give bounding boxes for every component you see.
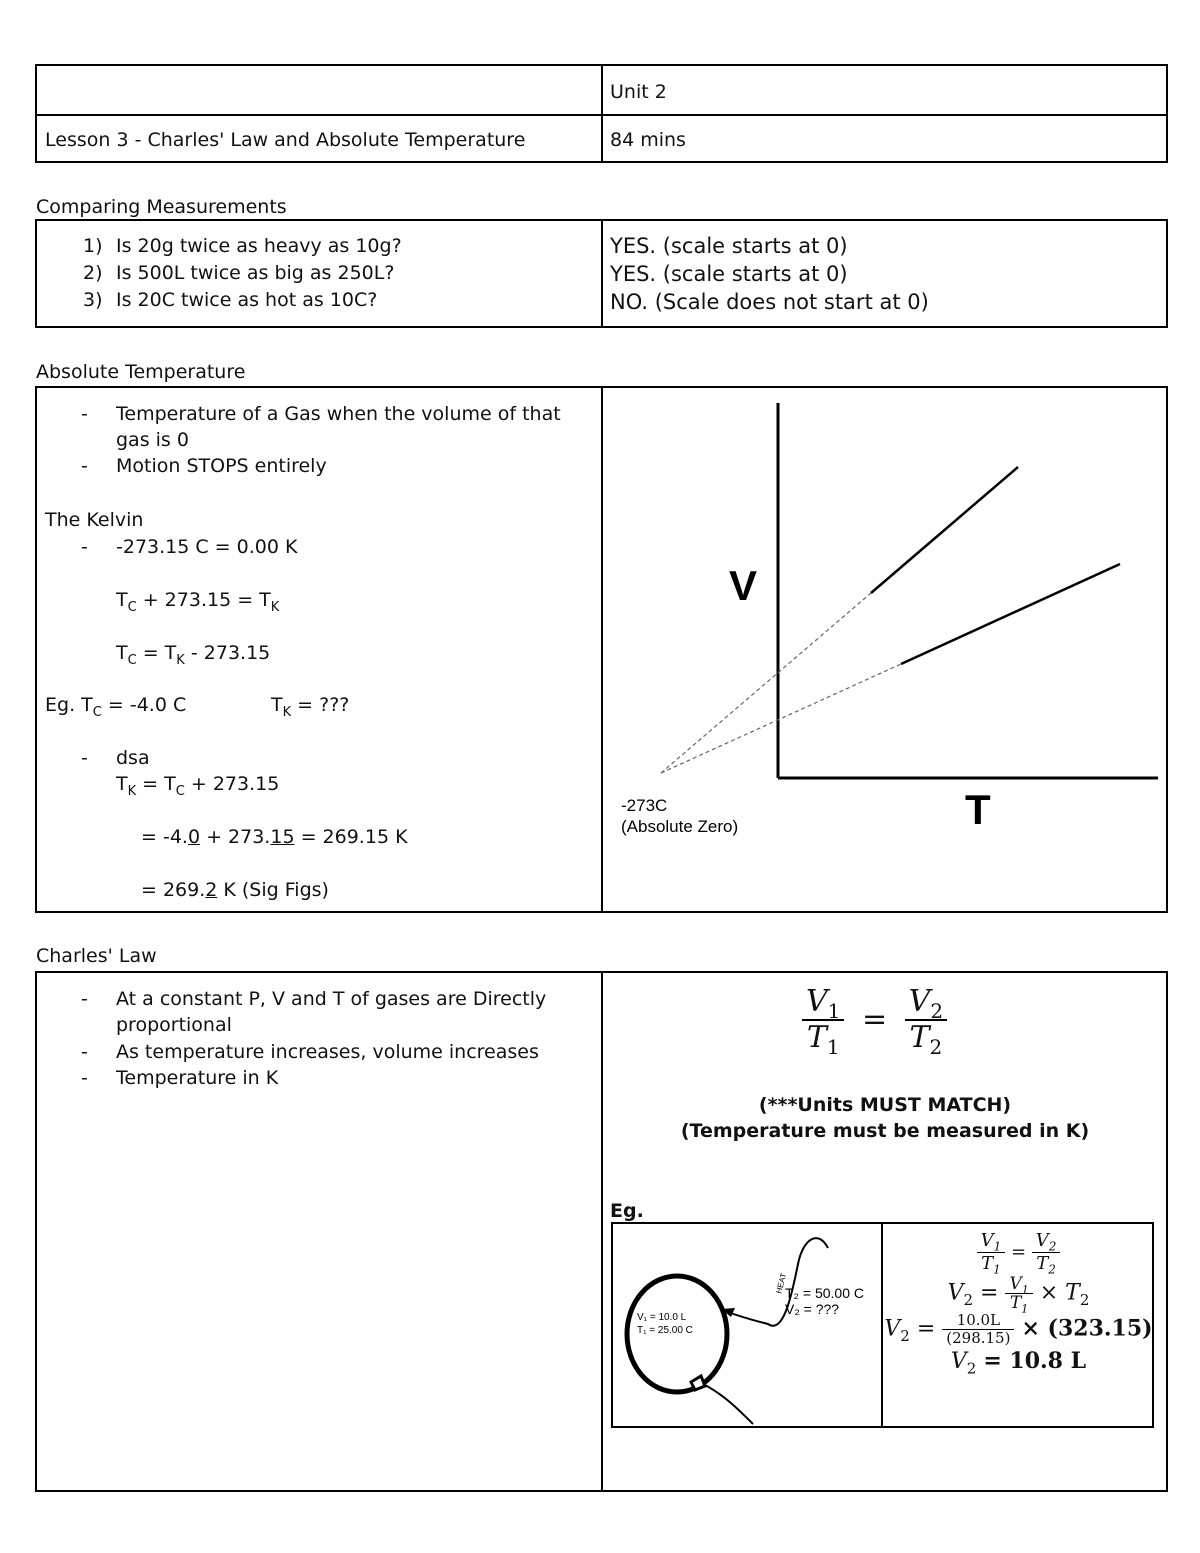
solution-result: = 10.8 L bbox=[983, 1348, 1087, 1374]
extrapolation-lower bbox=[661, 664, 901, 773]
lesson-title: Lesson 3 - Charles' Law and Absolute Temperature bbox=[45, 129, 526, 151]
extrapolation-upper bbox=[661, 593, 871, 773]
solution-numerator: 10.0L bbox=[942, 1312, 1014, 1330]
example-unknown: $T_K$ = ??? bbox=[271, 694, 350, 720]
line-lower bbox=[901, 564, 1120, 664]
question-2: Is 500L twice as big as 250L? bbox=[116, 262, 395, 284]
example-label: Eg. bbox=[610, 1200, 644, 1222]
section-title-charles: Charles' Law bbox=[36, 945, 157, 967]
absolute-bullet-2: Motion STOPS entirely bbox=[116, 455, 327, 477]
absolute-zero-label-2: (Absolute Zero) bbox=[621, 817, 739, 836]
heat-label: HEAT bbox=[774, 1272, 789, 1295]
comparing-table bbox=[35, 219, 1168, 328]
balloon-v1: V₁ = 10.0 L bbox=[637, 1312, 687, 1323]
absolute-bullet-1a: Temperature of a Gas when the volume of that bbox=[116, 403, 561, 425]
balloon-v2: V₂ = ??? bbox=[785, 1301, 840, 1317]
units-note-1: (***Units MUST MATCH) bbox=[758, 1094, 1012, 1116]
answer-2: YES. (scale starts at 0) bbox=[610, 262, 848, 286]
dsa-text: dsa bbox=[116, 747, 150, 769]
solution-multiplier: × (323.15) bbox=[1021, 1315, 1153, 1342]
question-2-number: 2) bbox=[83, 262, 103, 284]
kelvin-bullet: -273.15 C = 0.00 K bbox=[116, 536, 298, 558]
solution-line-1: $\frac{V_1}{T_1}$ = $\frac{V_2}{T_2}$ bbox=[883, 1230, 1154, 1275]
section-title-absolute: Absolute Temperature bbox=[36, 361, 246, 383]
question-3-number: 3) bbox=[83, 289, 103, 311]
lesson-duration: 84 mins bbox=[610, 129, 686, 151]
charles-bullet-2: As temperature increases, volume increases bbox=[116, 1041, 539, 1063]
header-table bbox=[35, 64, 1168, 163]
balloon-t1: T₁ = 25.00 C bbox=[637, 1325, 693, 1336]
question-1: Is 20g twice as heavy as 10g? bbox=[116, 235, 402, 257]
solution-line-4: $V_2 = 10.8$ L bbox=[950, 1348, 1087, 1378]
charles-bullet-1a: At a constant P, V and T of gases are Directly bbox=[116, 988, 547, 1010]
question-1-number: 1) bbox=[83, 235, 103, 257]
solution-line-2: $V_2$ = $\frac{V_1}{T_1}$ × $T_2$ bbox=[947, 1274, 1090, 1316]
absolute-bullet-1b: gas is 0 bbox=[116, 429, 189, 451]
solution-denominator: (298.15) bbox=[946, 1329, 1011, 1347]
calc-line-1: $T_K = T_C + 273.15$ bbox=[116, 773, 280, 799]
kelvin-heading: The Kelvin bbox=[45, 509, 144, 531]
kelvin-equation-2: $T_C = T_K - 273.15$ bbox=[116, 642, 271, 668]
charles-formula: $\frac{V_1}{T_1}$ = $\frac{V_2}{T_2}$ bbox=[802, 985, 947, 1055]
solution bbox=[883, 1230, 1154, 1376]
example-box bbox=[611, 1222, 1154, 1428]
example-given: Eg. $T_C = -4.0$ C bbox=[45, 694, 187, 720]
balloon-illustration bbox=[613, 1224, 879, 1426]
charles-table: - At a constant P, V and T of gases are Directly proportional - As temperature increases, volume increases - Temperature in K $\frac{V_1}{T_1}$ = $\frac{V_2}{T_2}$ (***Units MUST MATCH) (Temperature must be measured in K) Eg. V₁ = 10.0 L T₁ = 25.00 C HEAT T₂ = 50.00 C V₂ = ??? $\frac{V_1}{T_1}$ = $\frac{V_2}{T_2}$ $V_2$ = $\frac{V_1}{T_1}$ × $T_2$ $V_2$ = $\frac{10.0L}{(298.15)}$ × (323.15) $V_2 = 10.8$ L bbox=[35, 971, 1168, 1492]
units-note-2: (Temperature must be measured in K) bbox=[680, 1120, 1090, 1142]
solution-line-3: $V_2$ = $\frac{10.0L}{(298.15)}$ × (323.15) bbox=[884, 1311, 1153, 1347]
answer-3: NO. (Scale does not start at 0) bbox=[610, 290, 929, 314]
calc-line-2: = -4.0 + 273.15 = 269.15 K bbox=[141, 826, 408, 848]
charles-bullet-1b: proportional bbox=[116, 1014, 232, 1036]
graph-y-label: V bbox=[729, 562, 758, 609]
question-3: Is 20C twice as hot as 10C? bbox=[116, 289, 378, 311]
balloon-t2: T₂ = 50.00 C bbox=[785, 1285, 864, 1301]
volume-temperature-graph bbox=[603, 388, 1165, 911]
line-upper bbox=[871, 467, 1018, 593]
unit-label: Unit 2 bbox=[610, 81, 667, 103]
calc-line-3: = 269.2 K (Sig Figs) bbox=[141, 879, 329, 901]
balloon-knot bbox=[691, 1376, 705, 1390]
balloon-string bbox=[703, 1384, 753, 1424]
section-title-comparing: Comparing Measurements bbox=[36, 196, 287, 218]
graph-x-label: T bbox=[965, 786, 991, 833]
absolute-table: - Temperature of a Gas when the volume of that gas is 0 - Motion STOPS entirely The Kelvin - -273.15 C = 0.00 K $T_C + 273.15 = T_K$ $T_C = T_K - 273.15$ Eg. $T_C = -4.0$ C $T_K$ = ??? - dsa $T_K = T_C + 273.15$ = -4.0 + 273.15 = 269.15 K = 269.2 K (Sig Figs) V T -273C (Absolute Zero) bbox=[35, 386, 1168, 913]
kelvin-equation-1: $T_C + 273.15 = T_K$ bbox=[116, 589, 280, 615]
absolute-zero-label-1: -273C bbox=[621, 796, 668, 815]
charles-bullet-3: Temperature in K bbox=[116, 1067, 279, 1089]
answer-1: YES. (scale starts at 0) bbox=[610, 234, 848, 258]
